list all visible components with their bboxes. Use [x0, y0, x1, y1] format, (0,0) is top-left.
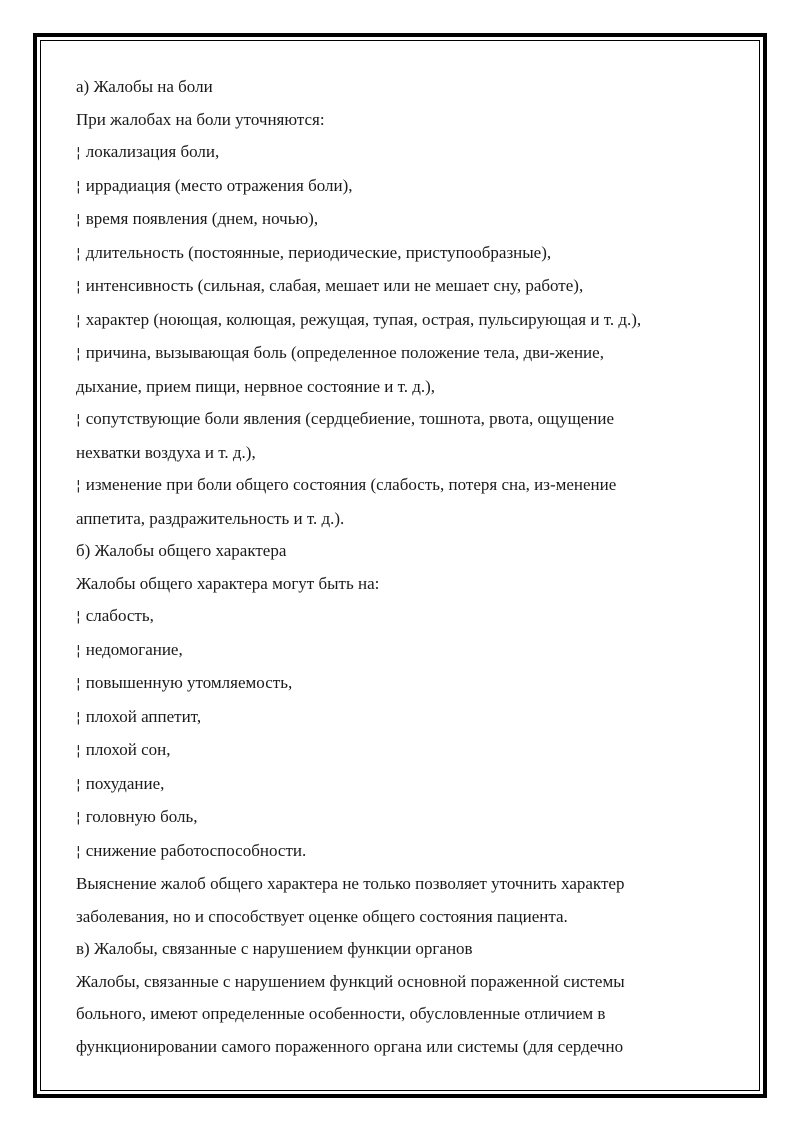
line-text: а) Жалобы на боли — [76, 77, 213, 96]
bullet-marker: ¦ — [76, 810, 81, 826]
line-text: аппетита, раздражительность и т. д.). — [76, 508, 345, 528]
line-text: изменение при боли общего состояния (слабость, потеря сна, из-менение — [85, 475, 617, 494]
bullet-marker: ¦ — [76, 642, 81, 659]
line-text: При жалобах на боли уточняются: — [76, 109, 325, 129]
bullet-marker: ¦ — [76, 709, 81, 726]
list-item — [76, 337, 726, 371]
line-text: снижение работоспособности. — [85, 840, 307, 860]
bullet-marker: ¦ — [76, 843, 81, 860]
list-item — [76, 701, 726, 735]
text-line — [76, 868, 726, 901]
bullet-marker: ¦ — [76, 478, 81, 494]
line-text: недомогание, — [85, 639, 183, 659]
list-item — [76, 469, 726, 503]
line-text: в) Жалобы, связанные с нарушением функции органов — [76, 939, 473, 958]
list-item — [76, 667, 726, 701]
list-item — [76, 170, 726, 204]
bullet-marker: ¦ — [76, 245, 81, 262]
list-item — [76, 270, 726, 304]
text-line — [76, 966, 726, 999]
text-line — [76, 71, 726, 104]
line-text: б) Жалобы общего характера — [76, 541, 287, 560]
text-line — [76, 437, 726, 470]
line-text: иррадиация (место отражения боли), — [85, 175, 353, 195]
line-text: интенсивность (сильная, слабая, мешает или не мешает сну, работе), — [85, 276, 584, 295]
list-item — [76, 203, 726, 237]
line-text: Выяснение жалоб общего характера не только позволяет уточнить характер — [76, 874, 625, 893]
bullet-marker: ¦ — [76, 676, 81, 692]
list-item — [76, 801, 726, 835]
list-item — [76, 835, 726, 869]
bullet-marker: ¦ — [76, 776, 81, 793]
list-item — [76, 237, 726, 271]
text-line — [76, 535, 726, 568]
line-text: сопутствующие боли явления (сердцебиение, тошнота, рвота, ощущение — [85, 409, 615, 428]
line-text: Жалобы общего характера могут быть на: — [76, 573, 380, 593]
line-text: повышенную утомляемость, — [85, 673, 293, 692]
line-text: локализация боли, — [85, 142, 220, 161]
line-text: Жалобы, связанные с нарушением функций основной пораженной системы — [76, 971, 625, 991]
text-line — [76, 568, 726, 601]
text-line — [76, 371, 726, 404]
text-line — [76, 933, 726, 966]
list-item — [76, 304, 726, 338]
text-line — [76, 503, 726, 536]
line-text: функционировании самого пораженного органа или системы (для сердечно — [76, 1036, 624, 1056]
line-text: длительность (постоянные, периодические, приступообразные), — [85, 242, 552, 262]
list-item — [76, 634, 726, 668]
line-text: причина, вызывающая боль (определенное положение тела, дви-жение, — [85, 343, 604, 362]
document-body — [76, 71, 726, 1063]
line-text: больного, имеют определенные особенности, обусловленные отличием в — [76, 1004, 606, 1023]
line-text: плохой аппетит, — [85, 706, 202, 726]
text-line — [76, 998, 726, 1031]
bullet-marker: ¦ — [76, 312, 81, 329]
list-item — [76, 600, 726, 634]
line-text: время появления (днем, ночью), — [85, 209, 319, 228]
line-text: слабость, — [85, 606, 154, 625]
line-text: дыхание, прием пищи, нервное состояние и т. д.), — [76, 376, 436, 396]
bullet-marker: ¦ — [76, 178, 81, 195]
bullet-marker: ¦ — [76, 212, 81, 228]
line-text: плохой сон, — [85, 740, 171, 759]
text-line — [76, 901, 726, 934]
text-line — [76, 1031, 726, 1064]
list-item — [76, 403, 726, 437]
line-text: нехватки воздуха и т. д.), — [76, 442, 256, 462]
list-item — [76, 136, 726, 170]
list-item — [76, 734, 726, 768]
line-text: заболевания, но и способствует оценке общего состояния пациента. — [76, 906, 568, 926]
bullet-marker: ¦ — [76, 145, 81, 161]
bullet-marker: ¦ — [76, 279, 81, 295]
bullet-marker: ¦ — [76, 346, 81, 362]
line-text: головную боль, — [85, 807, 198, 826]
bullet-marker: ¦ — [76, 609, 81, 625]
list-item — [76, 768, 726, 802]
text-line — [76, 104, 726, 137]
line-text: похудание, — [85, 773, 165, 793]
bullet-marker: ¦ — [76, 412, 81, 428]
bullet-marker: ¦ — [76, 743, 81, 759]
line-text: характер (ноющая, колющая, режущая, тупая, острая, пульсирующая и т. д.), — [85, 309, 642, 329]
